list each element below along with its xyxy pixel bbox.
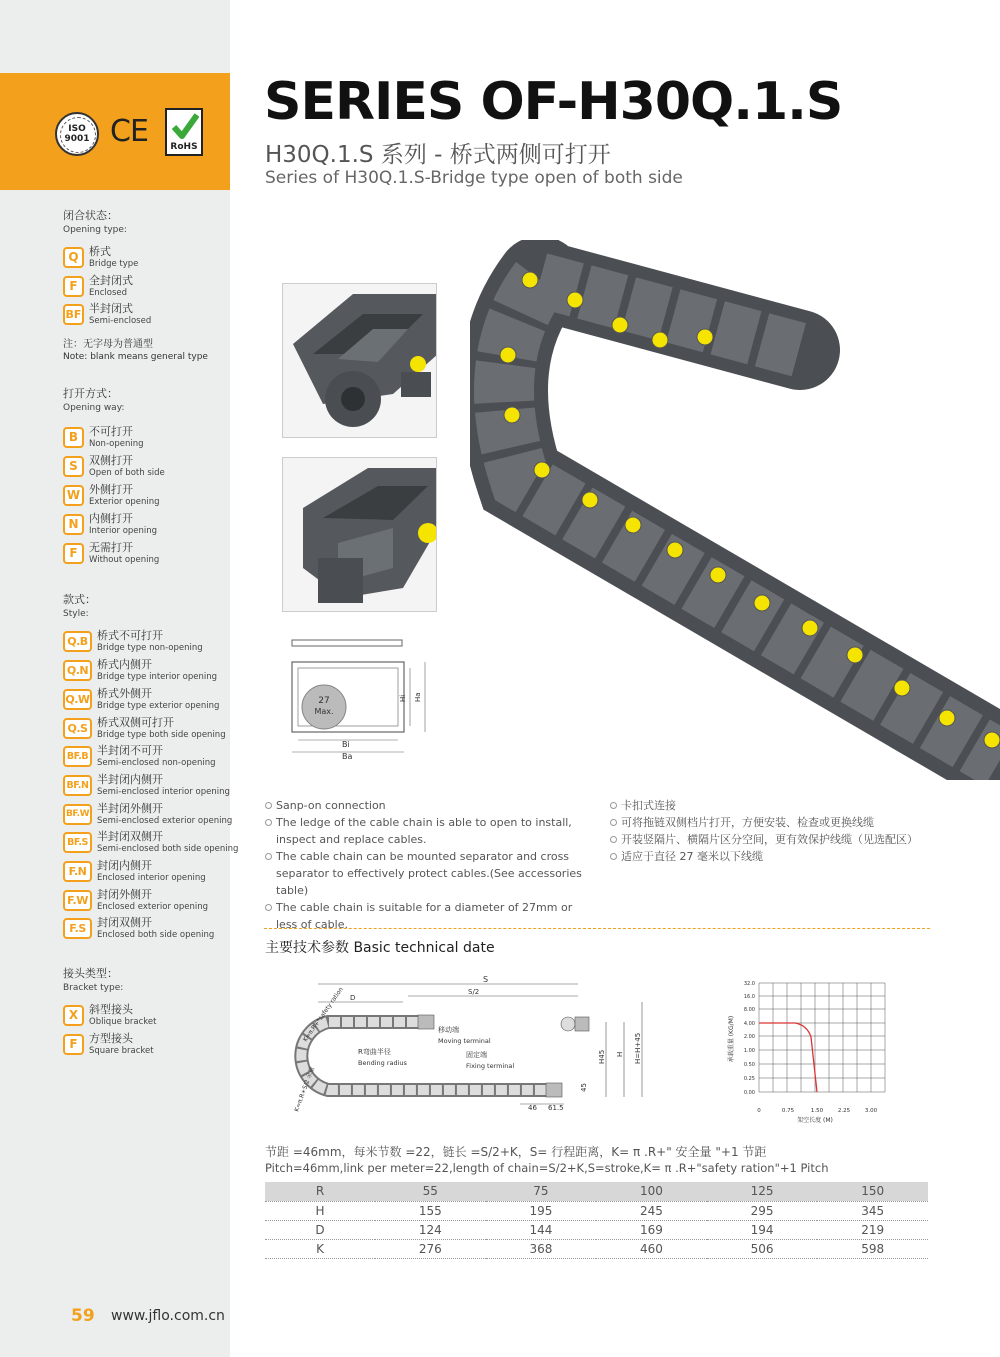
row-label: K	[265, 1239, 375, 1258]
row-label: H	[265, 1201, 375, 1220]
table-cell: 276	[375, 1239, 486, 1258]
features-english-list	[264, 797, 586, 933]
table-cell: 295	[707, 1201, 818, 1220]
h-label: H	[616, 1051, 624, 1057]
y-tick: 4.00	[743, 1021, 755, 1027]
table-cell: 506	[707, 1239, 818, 1258]
ce-mark: CE	[110, 114, 148, 149]
website-link[interactable]: www.jflo.com.cn	[111, 1308, 225, 1324]
max-diameter-label: 27	[318, 696, 330, 706]
y-tick: 2.00	[743, 1034, 755, 1040]
feature-item: The cable chain can be mounted separator and cross separator to effectively protect cables.(See accessories table)	[264, 848, 586, 899]
table-cell: 75	[486, 1182, 597, 1201]
fixing-terminal-cn: 固定端	[466, 1051, 487, 1059]
spec-table	[265, 1182, 928, 1259]
bending-radius-cn: R弯曲半径	[358, 1048, 391, 1056]
technical-heading: 主要技术参数 Basic technical date	[265, 940, 495, 956]
bi-label: Bi	[342, 740, 350, 749]
option-code-badge: BF.S	[63, 832, 92, 853]
hh45-label: H=H+45	[634, 1032, 642, 1064]
length-d-label: D	[350, 994, 356, 1002]
option-code-badge: B	[63, 427, 84, 448]
option-code-badge: Q.W	[63, 689, 92, 710]
option-code-badge: S	[63, 456, 84, 477]
y-tick: 1.00	[743, 1048, 755, 1054]
option-code-badge: N	[63, 514, 84, 535]
option-code-badge: F	[63, 1034, 84, 1055]
opening-type-note: 注：无字母为普通型 Note: blank means general type	[63, 339, 208, 362]
cable-chain-illustration	[470, 240, 1000, 780]
chain-link-photo-bottom	[282, 457, 437, 612]
bending-radius-en: Bending radius	[358, 1059, 407, 1067]
row-label: R	[265, 1182, 375, 1201]
formula-english: Pitch=46mm,link per meter=22,length of chain=S/2+K,S=stroke,K= π .R+"safety ration"+1 Pitch	[265, 1161, 829, 1175]
option-code-badge: BF.N	[63, 775, 92, 796]
left-formula-label: K=π.R+S/2 余量	[293, 1065, 317, 1113]
option-code-badge: F.S	[63, 918, 92, 939]
table-cell: 55	[375, 1182, 486, 1201]
load-curve	[759, 1023, 817, 1092]
checkmark-icon	[171, 112, 199, 142]
dim-46-label: 46	[528, 1104, 537, 1112]
moving-terminal-en: Moving terminal	[438, 1037, 491, 1045]
rohs-label: RoHS	[170, 142, 198, 152]
opening-type-title: 闭合状态： Opening type:	[63, 209, 127, 235]
table-cell: 169	[596, 1220, 707, 1239]
option-code-badge: F.N	[63, 861, 92, 882]
feature-item: The ledge of the cable chain is able to open to install, inspect and replace cables.	[264, 814, 586, 848]
table-cell: 345	[817, 1201, 928, 1220]
option-code-badge: W	[63, 485, 84, 506]
table-cell: 125	[707, 1182, 818, 1201]
bracket-type-title: 接头类型： Bracket type:	[63, 967, 124, 993]
option-code-badge: BF.B	[63, 746, 92, 767]
rohs-logo	[165, 108, 203, 156]
page-number: 59	[71, 1306, 95, 1326]
row-label: D	[265, 1220, 375, 1239]
y-tick: 0.00	[743, 1090, 755, 1096]
feature-item: The cable chain is suitable for a diameter of 27mm or less of cable.	[264, 899, 586, 933]
x-tick: 3.00	[864, 1108, 878, 1114]
table-row	[265, 1239, 928, 1258]
opening-way-title: 打开方式： Opening way:	[63, 387, 125, 413]
h45-label: H45	[598, 1049, 606, 1064]
style-title: 款式： Style:	[63, 593, 96, 619]
feature-item: 适应于直径 27 毫米以下线缆	[609, 848, 949, 865]
y-tick: 32.0	[743, 981, 755, 987]
ha-label: Ha	[414, 692, 422, 702]
option-code-badge: Q.N	[63, 660, 92, 681]
y-tick: 16.0	[743, 994, 755, 1000]
y-tick: 8.00	[743, 1007, 755, 1013]
feature-item: Sanp-on connection	[264, 797, 586, 814]
table-cell: 598	[817, 1239, 928, 1258]
x-tick: 1.50	[810, 1108, 824, 1114]
table-cell: 195	[486, 1201, 597, 1220]
k-formula-label: K=π.R+*safety ration	[301, 986, 345, 1044]
ba-label: Ba	[342, 752, 353, 761]
table-row	[265, 1201, 928, 1220]
iso-9001-logo: ISO 9001	[55, 112, 99, 156]
option-code-badge: F.W	[63, 890, 92, 911]
moving-terminal-cn: 移动端	[438, 1026, 459, 1034]
x-axis-title: 架空长度 (M)	[797, 1117, 833, 1124]
option-code-badge: BF.W	[63, 804, 92, 825]
option-code-badge: Q.S	[63, 718, 92, 739]
half-stroke-label: S/2	[468, 988, 480, 996]
chain-link-photo-top	[282, 283, 437, 438]
max-diameter-unit: Max.	[314, 707, 334, 716]
table-cell: 219	[817, 1220, 928, 1239]
dim-61-5-label: 61.5	[548, 1104, 564, 1112]
y-tick: 0.50	[743, 1062, 755, 1068]
x-tick: 2.25	[837, 1108, 851, 1114]
feature-item: 可将拖链双侧档片打开，方便安装、检查或更换线缆	[609, 814, 949, 831]
stroke-label: S	[483, 975, 489, 984]
option-code-badge: F	[63, 276, 84, 297]
chain-layout-drawing	[288, 972, 658, 1120]
load-capacity-graph	[725, 975, 900, 1125]
table-cell: 194	[707, 1220, 818, 1239]
option-code-badge: Q.B	[63, 631, 92, 652]
table-cell: 460	[596, 1239, 707, 1258]
option-code-badge: Q	[63, 247, 84, 268]
feature-item: 开装竖隔片、横隔片区分空间，更有效保护线缆（见选配区）	[609, 831, 949, 848]
option-code-badge: X	[63, 1005, 84, 1026]
subtitle-english: Series of H30Q.1.S-Bridge type open of both side	[265, 168, 683, 188]
page-title: SERIES OF-H30Q.1.S	[264, 72, 843, 132]
formula-chinese: 节距 =46mm，每米节数 =22，链长 =S/2+K，S= 行程距离，K= π .R+" 安全量 "+1 节距	[265, 1145, 767, 1159]
cross-section-drawing	[282, 636, 432, 766]
table-cell: 144	[486, 1220, 597, 1239]
option-code-badge: BF	[63, 304, 84, 325]
subtitle-chinese: H30Q.1.S 系列 - 桥式两侧可打开	[265, 142, 611, 168]
table-cell: 100	[596, 1182, 707, 1201]
section-divider	[264, 928, 930, 929]
table-row	[265, 1182, 928, 1201]
dim-45-label: 45	[580, 1083, 588, 1092]
table-cell: 150	[817, 1182, 928, 1201]
x-tick: 0	[757, 1108, 761, 1114]
table-cell: 245	[596, 1201, 707, 1220]
table-row	[265, 1220, 928, 1239]
x-tick: 0.75	[781, 1108, 795, 1114]
table-cell: 124	[375, 1220, 486, 1239]
hi-label: Hi	[399, 694, 407, 702]
table-cell: 368	[486, 1239, 597, 1258]
y-axis-title: 承载重量 (KG/M)	[728, 1015, 735, 1063]
y-tick: 0.25	[743, 1076, 755, 1082]
table-cell: 155	[375, 1201, 486, 1220]
fixing-terminal-en: Fixing terminal	[466, 1062, 515, 1070]
feature-item: 卡扣式连接	[609, 797, 949, 814]
option-code-badge: F	[63, 543, 84, 564]
features-chinese-list	[609, 797, 949, 865]
